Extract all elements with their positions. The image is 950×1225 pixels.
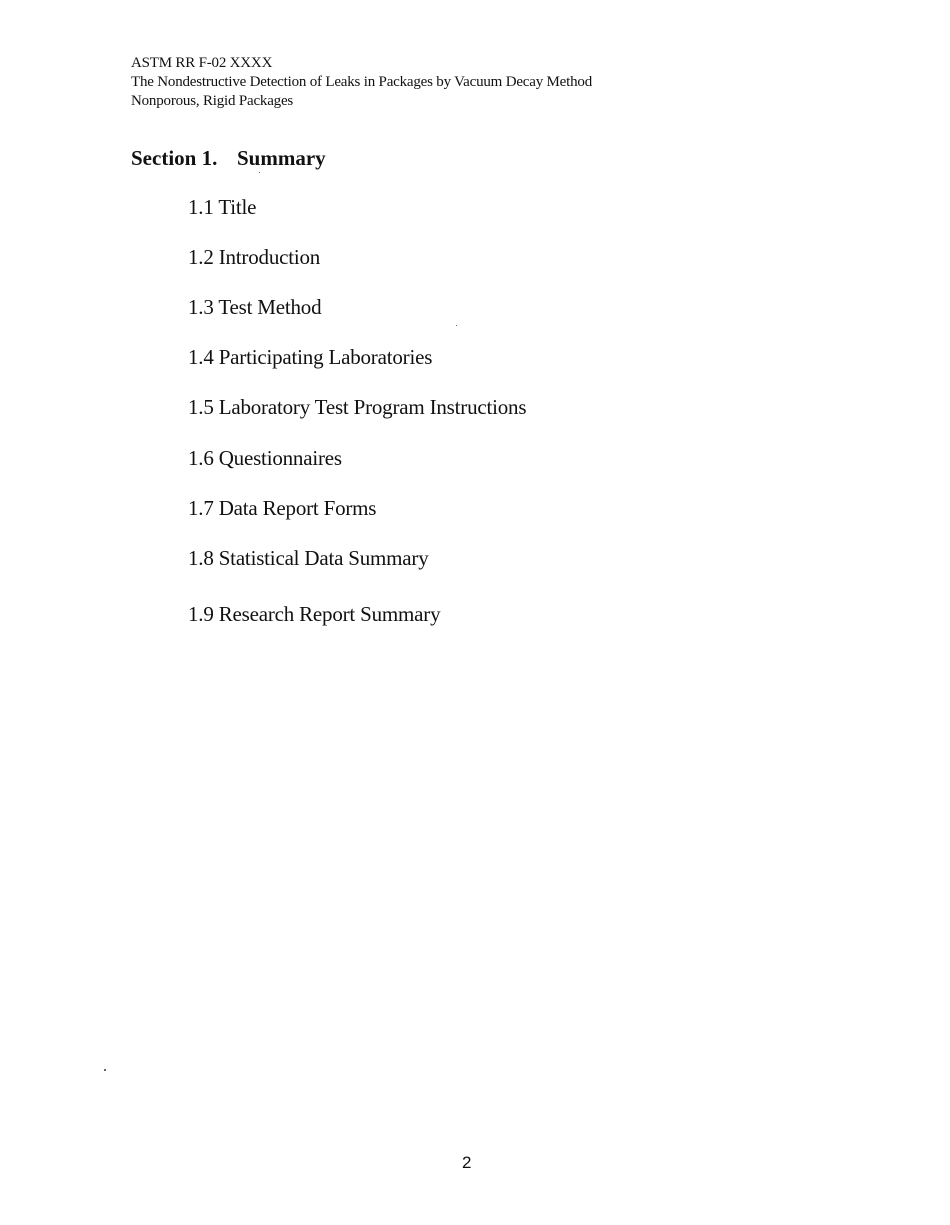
- toc-item-participating-laboratories: 1.4 Participating Laboratories: [188, 345, 433, 369]
- toc-item-introduction: 1.2 Introduction: [188, 245, 321, 269]
- section-heading: [131, 146, 326, 171]
- scan-speck: [456, 325, 457, 326]
- scan-speck: [104, 1069, 106, 1071]
- section-title: Summary: [237, 146, 326, 170]
- report-subtitle: Nonporous, Rigid Packages: [131, 93, 294, 109]
- toc-item-questionnaires: 1.6 Questionnaires: [188, 446, 342, 470]
- report-title: The Nondestructive Detection of Leaks in Packages by Vacuum Decay Method: [131, 74, 593, 90]
- report-id: ASTM RR F-02 XXXX: [131, 55, 273, 71]
- toc-item-title: 1.1 Title: [188, 195, 257, 219]
- scan-speck: [259, 172, 260, 173]
- toc-item-test-method: 1.3 Test Method: [188, 295, 322, 319]
- toc-item-statistical-data-summary: 1.8 Statistical Data Summary: [188, 546, 429, 570]
- toc-item-data-report-forms: 1.7 Data Report Forms: [188, 496, 377, 520]
- page-number: 2: [462, 1153, 472, 1172]
- section-number: Section 1.: [131, 146, 218, 170]
- document-header: [131, 54, 592, 111]
- toc-item-research-report-summary: 1.9 Research Report Summary: [188, 602, 441, 626]
- toc-item-test-program-instructions: 1.5 Laboratory Test Program Instructions: [188, 395, 527, 419]
